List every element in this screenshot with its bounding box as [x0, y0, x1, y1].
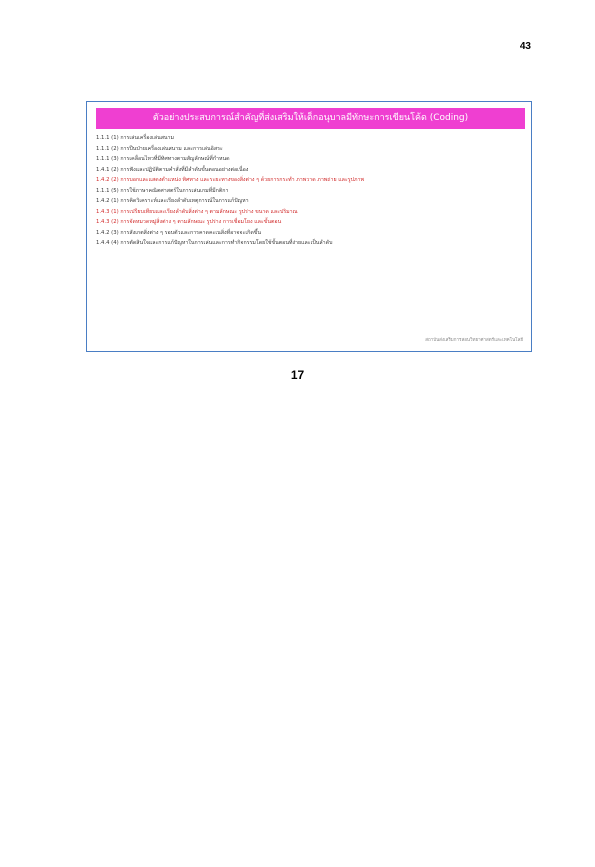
list-item: 1.4.2 (2) การบอกและแสดงตำแหน่ง ทิศทาง และระยะทางของสิ่งต่าง ๆ ด้วยการกระทำ ภาพวาด ภาพถ่าย และรูปภาพ: [96, 177, 364, 183]
page-number: 43: [519, 41, 531, 52]
list-item: 1.4.3 (1) การเปรียบเทียบและเรียงลำดับสิ่งต่าง ๆ ตามลักษณะ รูปร่าง ขนาด และปริมาณ: [96, 208, 298, 215]
list-item: 1.4.2 (1) การคิดวิเคราะห์และเรียงลำดับเหตุการณ์ในการแก้ปัญหา: [96, 198, 249, 204]
experience-list: [96, 133, 524, 249]
list-item: 1.4.2 (3) การสังเกตสิ่งต่าง ๆ รอบตัวและการคาดคะเนสิ่งที่อาจจะเกิดขึ้น: [96, 229, 262, 236]
list-item: 1.1.1 (5) การใช้ภาษาคณิตศาสตร์ในการเล่นเกมที่มีกติกา: [96, 187, 229, 194]
list-item: 1.4.4 (4) การตัดสินใจและการแก้ปัญหาในการเล่นและการทำกิจกรรมโดยใช้ขั้นตอนที่ง่ายและเป็นลำดับ: [96, 240, 333, 246]
slide-frame: [86, 101, 532, 352]
list-item: 1.4.1 (2) การฟังและปฏิบัติตามคำสั่งที่มีลำดับขั้นตอนอย่างต่อเนื่อง: [96, 166, 249, 173]
list-item: 1.1.1 (2) การปีนป่ายเครื่องเล่นสนาม และการเล่นอิสระ: [96, 145, 223, 152]
slide-title: ตัวอย่างประสบการณ์สำคัญที่ส่งเสริมให้เด็กอนุบาลมีทักษะการเขียนโค้ด (Coding): [96, 108, 525, 129]
slide-credit: สถาบันส่งเสริมการสอนวิทยาศาสตร์และเทคโนโลยี: [425, 338, 523, 343]
list-item: 1.1.1 (3) การเคลื่อนไหวที่มีทิศทางตามสัญลักษณ์ที่กำหนด: [96, 156, 230, 162]
list-item: 1.1.1 (1) การเล่นเครื่องเล่นสนาม: [96, 135, 175, 141]
slide-number: 17: [290, 368, 305, 382]
list-item: 1.4.3 (2) การจัดหมวดหมู่สิ่งต่าง ๆ ตามลักษณะ รูปร่าง การเชื่อมโยง และขั้นตอน: [96, 219, 282, 225]
